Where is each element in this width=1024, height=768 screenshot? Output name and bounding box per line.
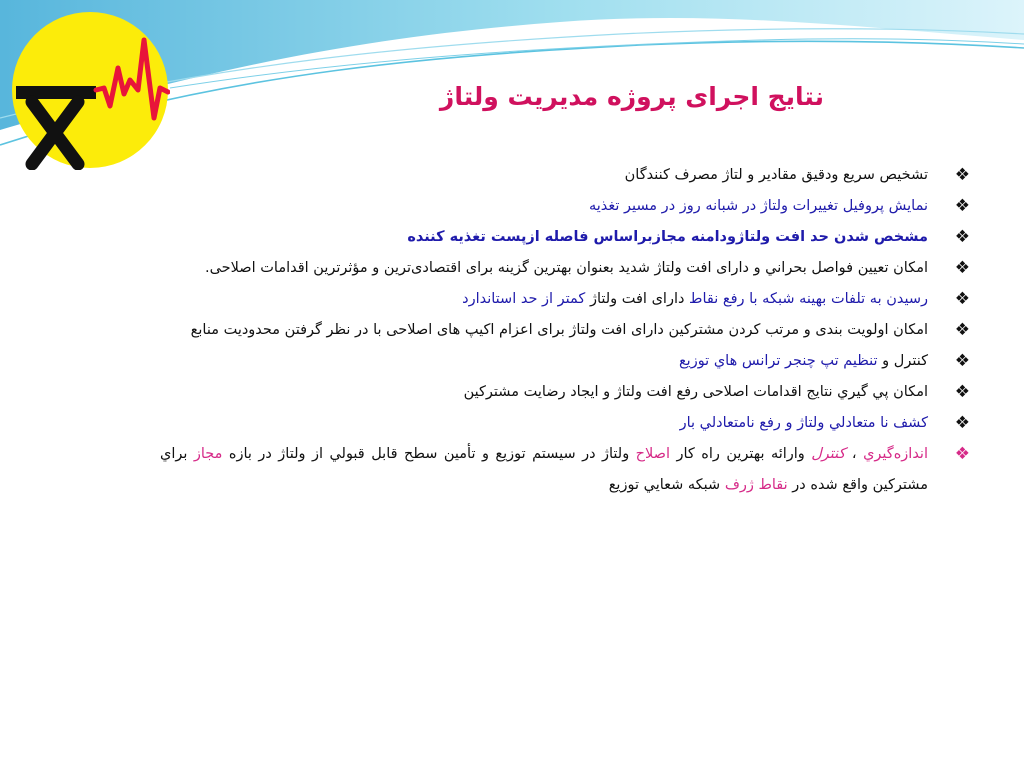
diamond-bullet-icon: ❖: [954, 196, 970, 216]
bullet-text: اندازه‌گيري: [863, 446, 928, 462]
bullet-item: [160, 408, 978, 439]
diamond-bullet-icon: ❖: [954, 258, 970, 278]
bullet-text: تشخیص سریع ودقیق مقادیر و لتاژ مصرف کنندگان: [624, 167, 928, 183]
bullet-text: کنترل: [811, 446, 846, 462]
bullet-text: کنترل و: [877, 353, 928, 369]
bullet-item: [160, 346, 978, 377]
bullet-text: براي مشترکين واقع شده در: [160, 446, 928, 493]
bullet-text: امکان تعیین فواصل بحراني و دارای افت ولتاژ شدید بعنوان بهترین گزینه برای اقتصادی‌ترین و مؤثرترین اقدامات اصلاحی.: [204, 260, 928, 276]
bullet-text: شبکه شعايي توزيع: [608, 477, 725, 493]
bullet-text: کشف نا متعادلي ولتاژ و رفع نامتعادلي بار: [679, 415, 928, 431]
bullet-item: [160, 191, 978, 222]
bullet-text: مجاز: [193, 446, 223, 462]
bullet-text: رسیدن به تلفات بهینه شبکه با رفع نقاط: [684, 291, 928, 307]
diamond-bullet-icon: ❖: [954, 351, 970, 371]
diamond-bullet-icon: ❖: [954, 165, 970, 185]
bullet-text: ،: [845, 446, 864, 462]
bullet-text: امکان اولویت بندی و مرتب کردن مشترکین دارای افت ولتاژ برای اعزام اکیپ های اصلاحی با در نظر گرفتن محدودیت منابع: [190, 322, 928, 338]
bullet-text: اصلاح: [635, 446, 671, 462]
bullet-text: نقاط ژرف: [724, 477, 788, 493]
bullet-item: [160, 439, 978, 501]
bullet-item: [160, 315, 978, 346]
bullet-item: [160, 160, 978, 191]
diamond-bullet-icon: ❖: [954, 382, 970, 402]
diamond-bullet-icon: ❖: [954, 320, 970, 340]
bullet-text: ولتاژ در سیستم توزیع و تأمین سطح قابل قبولي از ولتاژ در بازه: [222, 446, 636, 462]
bullet-item: [160, 377, 978, 408]
bullet-text: کمتر از حد استاندارد: [462, 291, 590, 307]
diamond-bullet-icon: ❖: [954, 227, 970, 247]
slide-title: نتایج اجرای پروژه مدیریت ولتاژ: [439, 82, 824, 111]
bullet-item: [160, 284, 978, 315]
bullet-text: وارائه بهترین راه کار: [670, 446, 812, 462]
bullet-item: [160, 222, 978, 253]
diamond-bullet-icon: ❖: [954, 444, 970, 464]
bullet-text: نمایش پروفیل تغییرات ولتاژ در شبانه روز در مسیر تغذیه: [588, 198, 928, 214]
bullet-text: دارای افت ولتاژ: [589, 291, 685, 307]
bullet-item: [160, 253, 978, 284]
bullet-text: مشخص شدن حد افت ولتاژودامنه مجازبراساس فاصله ازپست تغذیه کننده: [407, 229, 928, 245]
bullet-text: تنظیم تپ چنجر ترانس هاي توزیع: [678, 353, 878, 369]
diamond-bullet-icon: ❖: [954, 413, 970, 433]
diamond-bullet-icon: ❖: [954, 289, 970, 309]
bullet-list: [160, 160, 978, 501]
bullet-text: امکان پي گيري نتايج اقدامات اصلاحی رفع افت ولتاژ و ايجاد رضايت مشترکين: [463, 384, 928, 400]
power-company-logo: [10, 10, 170, 170]
